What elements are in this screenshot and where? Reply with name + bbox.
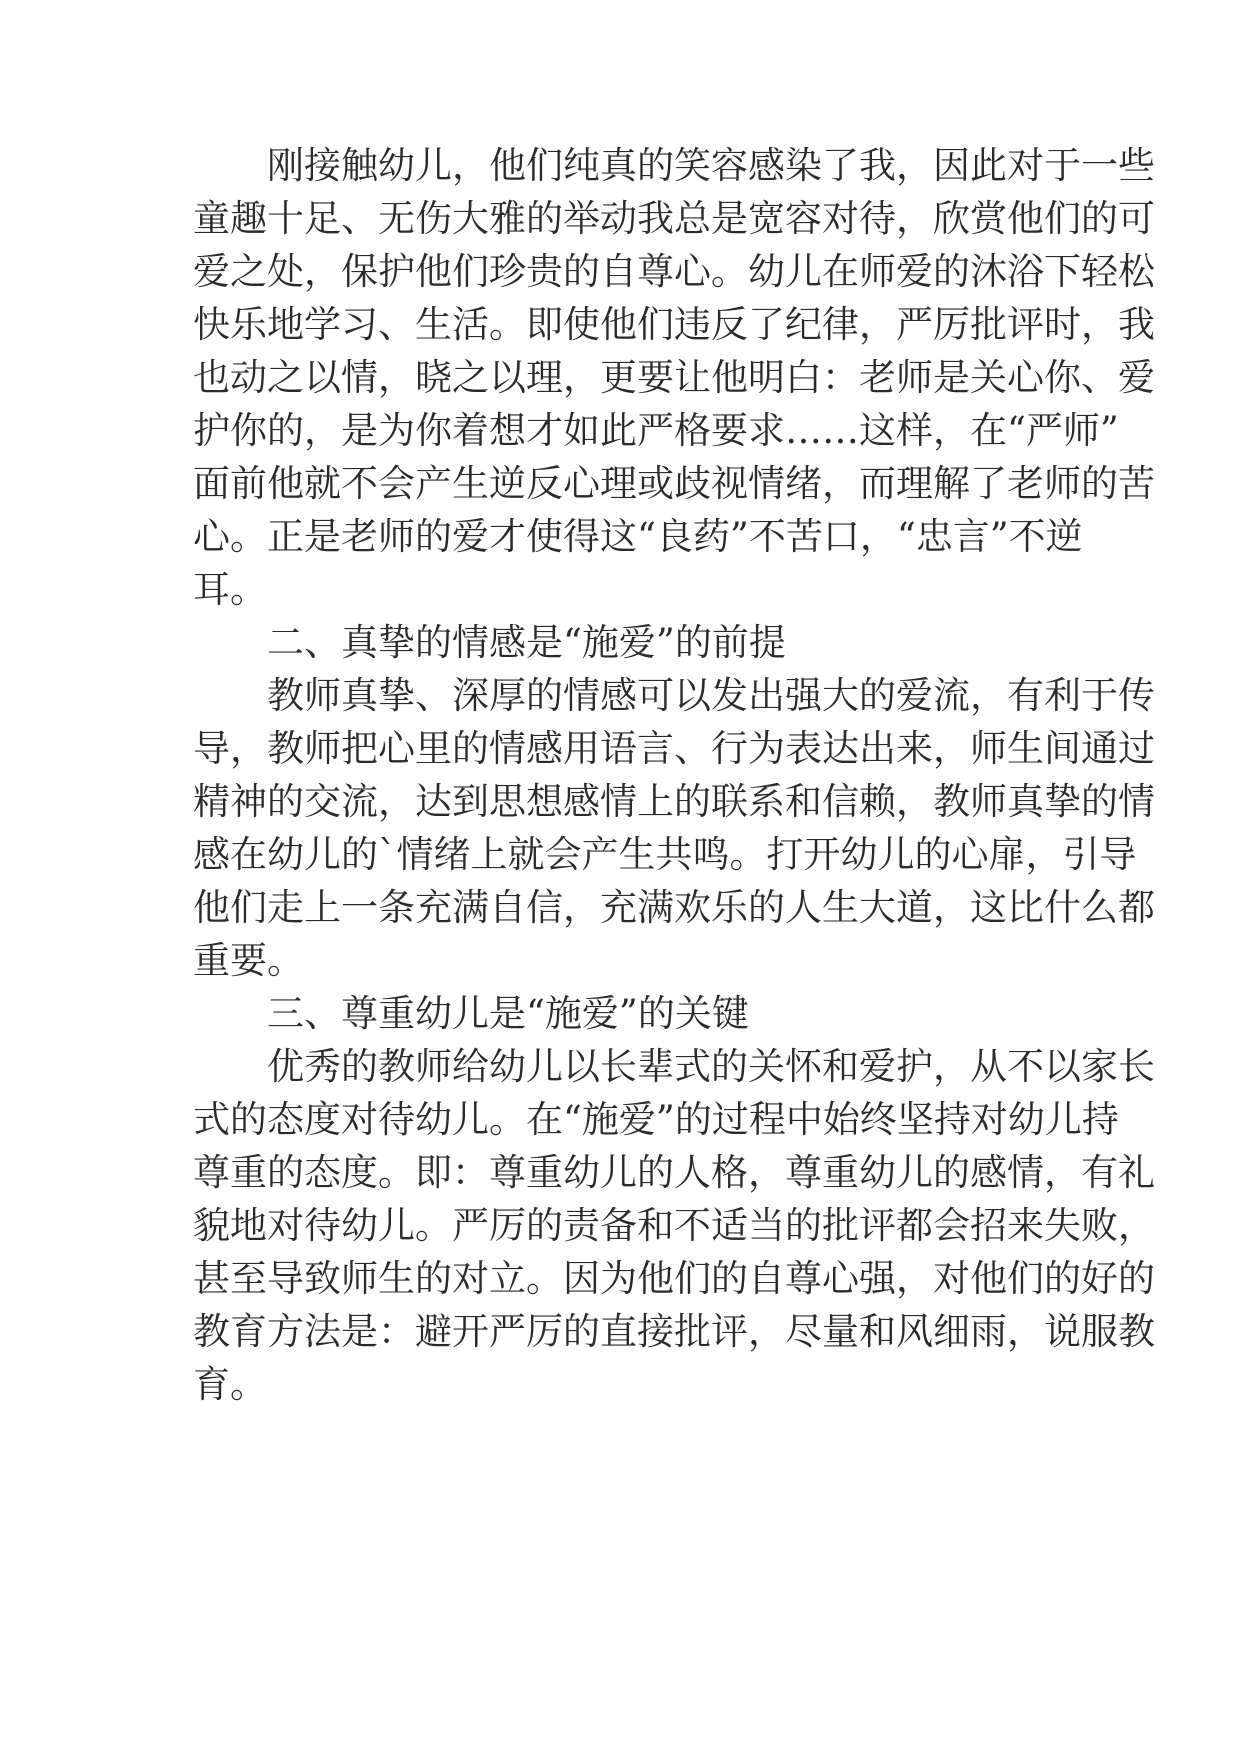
paragraph-line: 精神的交流，达到思想感情上的联系和信赖，教师真挚的情 [193, 780, 1155, 823]
paragraph-line: 优秀的教师给幼儿以长辈式的关怀和爱护，从不以家长 [267, 1045, 1155, 1088]
paragraph-line: 教师真挚、深厚的情感可以发出强大的爱流，有利于传 [267, 674, 1155, 717]
paragraph-line: 护你的，是为你着想才如此严格要求……这样，在“严师” [193, 409, 1119, 452]
paragraph-line: 式的态度对待幼儿。在“施爱”的过程中始终坚持对幼儿持 [193, 1098, 1119, 1141]
paragraph-line: 面前他就不会产生逆反心理或歧视情绪，而理解了老师的苦 [193, 462, 1155, 505]
paragraph-line: 导，教师把心里的情感用语言、行为表达出来，师生间通过 [193, 727, 1155, 770]
paragraph-line: 貌地对待幼儿。严厉的责备和不适当的批评都会招来失败， [193, 1204, 1155, 1247]
paragraph-line: 心。正是老师的爱才使得这“良药”不苦口，“忠言”不逆 [193, 515, 1083, 558]
paragraph-line: 刚接触幼儿，他们纯真的笑容感染了我，因此对于一些 [267, 144, 1155, 187]
paragraph-line: 爱之处，保护他们珍贵的自尊心。幼儿在师爱的沐浴下轻松 [193, 250, 1155, 293]
paragraph-line: 重要。 [193, 939, 304, 982]
paragraph-line: 育。 [193, 1363, 267, 1406]
paragraph-line: 童趣十足、无伤大雅的举动我总是宽容对待，欣赏他们的可 [193, 197, 1155, 240]
paragraph-line: 快乐地学习、生活。即使他们违反了纪律，严厉批评时，我 [193, 303, 1155, 346]
paragraph-line: 教育方法是：避开严厉的直接批评，尽量和风细雨，说服教 [193, 1310, 1155, 1353]
section-heading-2: 二、真挚的情感是“施爱”的前提 [267, 621, 786, 664]
paragraph-line: 耳。 [193, 568, 267, 611]
paragraph-line: 甚至导致师生的对立。因为他们的自尊心强，对他们的好的 [193, 1257, 1155, 1300]
paragraph-line: 感在幼儿的`情绪上就会产生共鸣。打开幼儿的心扉，引导 [193, 833, 1137, 876]
paragraph-line: 尊重的态度。即：尊重幼儿的人格，尊重幼儿的感情，有礼 [193, 1151, 1155, 1194]
paragraph-line: 也动之以情，晓之以理，更要让他明白：老师是关心你、爱 [193, 356, 1155, 399]
paragraph-line: 他们走上一条充满自信，充满欢乐的人生大道，这比什么都 [193, 886, 1155, 929]
section-heading-3: 三、尊重幼儿是“施爱”的关键 [267, 992, 749, 1035]
